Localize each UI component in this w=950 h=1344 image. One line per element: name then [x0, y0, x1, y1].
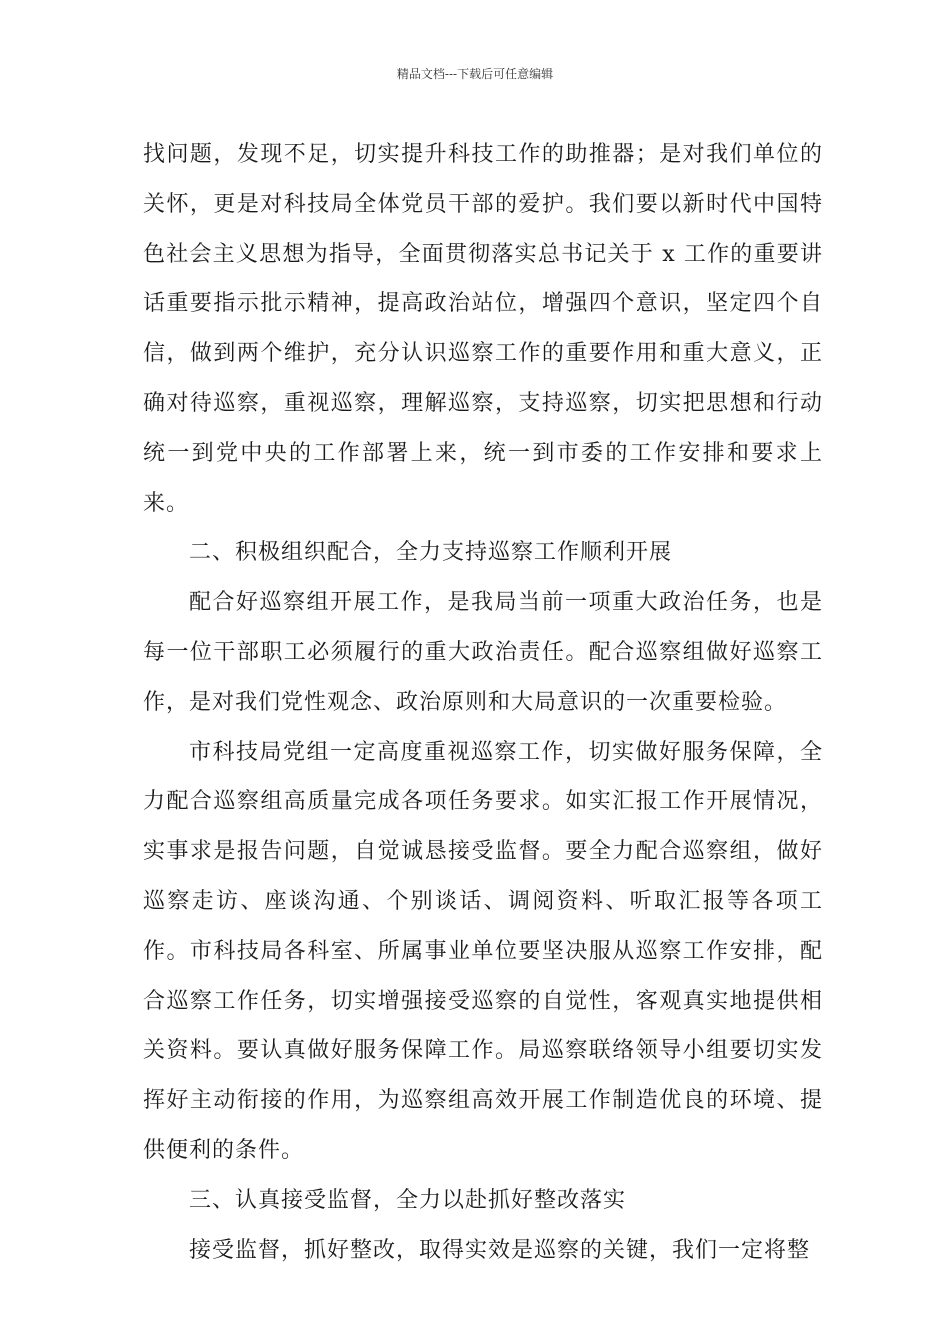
paragraph: 接受监督，抓好整改，取得实效是巡察的关键，我们一定将整 [189, 1237, 811, 1263]
paragraph: 配合好巡察组开展工作，是我局当前一项重大政治任务，也是每一位干部职工必须履行的重大政治责任。配合巡察组做好巡察工作，是对我们党性观念、政治原则和大局意识的一次重要检验。 [143, 590, 823, 715]
section-heading-3: 三、认真接受监督，全力以赴抓好整改落实 [189, 1187, 627, 1213]
page-header: 精品文档---下载后可任意编辑 [396, 67, 554, 81]
paragraph: 市科技局党组一定高度重视巡察工作，切实做好服务保障，全力配合巡察组高质量完成各项任务要求。如实汇报工作开展情况，实事求是报告问题，自觉诚恳接受监督。要全力配合巡察组，做好巡察走访、座谈沟通、个别谈话、调阅资料、听取汇报等各项工作。市科技局各科室、所属事业单位要坚决服从巡察工作安排，配合巡察工作任务，切实增强接受巡察的自觉性，客观真实地提供相关资料。要认真做好服务保障工作。局巡察联络领导小组要切实发挥好主动衔接的作用，为巡察组高效开展工作制造优良的环境、提供便利的条件。 [143, 739, 823, 1163]
paragraph-continuation: 找问题，发现不足，切实提升科技工作的助推器；是对我们单位的关怀，更是对科技局全体党员干部的爱护。我们要以新时代中国特色社会主义思想为指导，全面贯彻落实总书记关于 x 工作的重要讲话重要指示批示精神，提高政治站位，增强四个意识，坚定四个自信，做到两个维护，充分认识巡察工作的重要作用和重大意义，正确对待巡察，重视巡察，理解巡察，支持巡察，切实把思想和行动统一到党中央的工作部署上来，统一到市委的工作安排和要求上来。 [143, 142, 823, 516]
section-heading-2: 二、积极组织配合，全力支持巡察工作顺利开展 [189, 540, 673, 566]
document-body [143, 130, 823, 1275]
